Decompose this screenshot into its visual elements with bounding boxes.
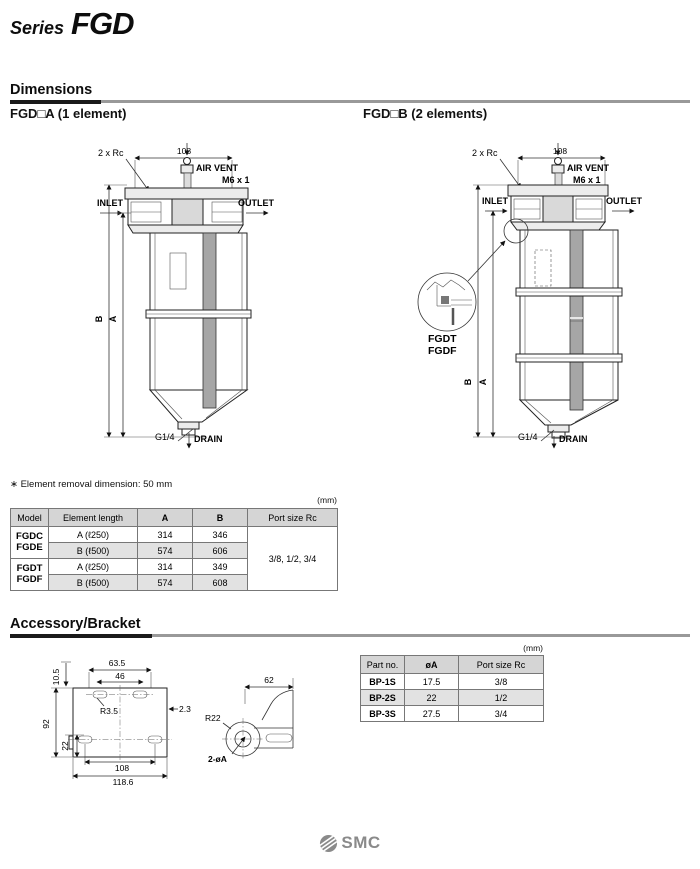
drain-thread-label: G1/4: [155, 432, 175, 442]
cell-element-length: A (ℓ250): [49, 527, 138, 543]
bracket-front-view: [41, 658, 191, 787]
dim-63-5-label: 63.5: [108, 658, 126, 668]
outlet-label: OUTLET: [606, 196, 642, 206]
cell-model-group-1: [11, 527, 49, 559]
dim-92-label: 92: [41, 719, 51, 729]
dim-r3-5-label: R3.5: [100, 706, 118, 716]
col-header-model: Model: [11, 509, 49, 527]
dim-22-label: 22: [60, 741, 70, 751]
cell-dia: 27.5: [405, 706, 459, 722]
section-rule-black: [10, 634, 152, 638]
cell-b: 346: [193, 527, 248, 543]
model-name: FGDC: [16, 531, 43, 543]
col-header-element-length: Element length: [49, 509, 138, 527]
dim-width-label: 108: [176, 146, 192, 156]
page-title: [10, 6, 133, 42]
drain-label: DRAIN: [194, 434, 223, 444]
figure-a-drawing: [10, 138, 340, 473]
air-vent-label: AIR VENT: [567, 163, 610, 173]
cell-part-no: BP-3S: [361, 706, 405, 722]
filter-bowl: [146, 233, 251, 435]
drain-fitting: [548, 425, 569, 432]
accessory-section-title: Accessory/Bracket: [10, 616, 141, 632]
air-vent-label: AIR VENT: [196, 163, 239, 173]
dim-b: [463, 185, 508, 437]
dimensions-section-title: Dimensions: [10, 82, 93, 98]
cell-part-no: BP-2S: [361, 690, 405, 706]
dim-b-label: B: [463, 378, 473, 386]
figure-b-title: FGD□B (2 elements): [363, 106, 488, 121]
dim-a: [478, 211, 501, 437]
col-header-b: B: [193, 509, 248, 527]
cell-dia: 22: [405, 690, 459, 706]
figure-a-title: FGD□A (1 element): [10, 106, 127, 121]
detail-connector: [468, 241, 505, 281]
air-vent-thread-label: M6 x 1: [573, 175, 601, 185]
col-header-part-no: Part no.: [361, 656, 405, 674]
filter-head: [125, 188, 248, 233]
rc-label: 2 x Rc: [472, 148, 498, 158]
dim-10-5-label: 10.5: [51, 668, 61, 686]
figure-b-drawing: [355, 138, 700, 478]
table-row: [361, 674, 544, 690]
cell-dia: 17.5: [405, 674, 459, 690]
dimensions-table: [10, 508, 338, 591]
col-header-dia: øA: [405, 656, 459, 674]
detail-model-1-label: FGDT: [428, 333, 457, 345]
drain-fitting: [178, 422, 199, 429]
dim-r22-label: R22: [205, 713, 221, 723]
drain-label: DRAIN: [559, 434, 588, 444]
dim-a: [108, 213, 131, 437]
accessory-table-unit: (mm): [523, 643, 543, 653]
dim-118-6-label: 118.6: [112, 777, 134, 787]
dim-a-label: A: [478, 378, 488, 386]
table-header-row: [361, 656, 544, 674]
table-row: [361, 706, 544, 722]
cell-a: 314: [138, 527, 193, 543]
cell-b: 606: [193, 543, 248, 559]
dim-b: [94, 185, 127, 437]
cell-a: 314: [138, 559, 193, 575]
smc-logo: [0, 833, 700, 853]
accessory-table: [360, 655, 544, 722]
filter-element-upper: [570, 230, 583, 410]
model-name: FGDT: [16, 563, 43, 575]
cell-a: 574: [138, 575, 193, 591]
table-row: [361, 690, 544, 706]
cell-element-length: A (ℓ250): [49, 559, 138, 575]
dim-width-label: 108: [552, 146, 568, 156]
bracket-drawing: [20, 648, 340, 806]
inlet-label: INLET: [97, 198, 123, 208]
cell-part-no: BP-1S: [361, 674, 405, 690]
smc-logo-text: SMC: [341, 833, 381, 852]
cell-element-length: B (ℓ500): [49, 543, 138, 559]
table-row: [11, 527, 338, 543]
cell-port-size: 3/8, 1/2, 3/4: [248, 527, 338, 591]
model-name: FGDE: [16, 541, 43, 553]
drain-thread-label: G1/4: [518, 432, 538, 442]
air-vent-thread-label: M6 x 1: [222, 175, 250, 185]
holes-label: 2-øA: [208, 754, 227, 764]
section-rule-gray: [101, 100, 690, 103]
series-label: Series: [10, 18, 65, 38]
cell-element-length: B (ℓ500): [49, 575, 138, 591]
table-header-row: [11, 509, 338, 527]
col-header-port-size: Port size Rc: [248, 509, 338, 527]
cell-a: 574: [138, 543, 193, 559]
cell-b: 608: [193, 575, 248, 591]
filter-head: [508, 185, 608, 232]
dim-a-label: A: [108, 315, 118, 323]
dimensions-table-unit: (mm): [317, 495, 337, 505]
rc-label: 2 x Rc: [98, 148, 124, 158]
rc-leader: [126, 159, 149, 191]
bracket-side-view: [205, 675, 293, 764]
model-name: FGDF: [16, 573, 43, 585]
dim-62-label: 62: [264, 675, 274, 685]
outlet-label: OUTLET: [238, 198, 274, 208]
detail-seal: [441, 296, 449, 304]
detail-view: [418, 273, 476, 331]
col-header-port-size: Port size Rc: [459, 656, 544, 674]
cell-port: 3/8: [459, 674, 544, 690]
cell-port: 3/4: [459, 706, 544, 722]
filter-bowl: [516, 230, 622, 438]
cell-model-group-2: [11, 559, 49, 591]
series-name: FGD: [71, 6, 134, 41]
detail-model-2-label: FGDF: [428, 345, 457, 357]
dim-b-label: B: [94, 315, 104, 323]
smc-logo-icon: [319, 834, 338, 853]
section-rule-black: [10, 100, 101, 104]
filter-element: [203, 233, 216, 408]
dim-2-3-label: 2.3: [179, 704, 191, 714]
col-header-a: A: [138, 509, 193, 527]
element-removal-note: ∗ Element removal dimension: 50 mm: [10, 479, 173, 490]
cell-b: 349: [193, 559, 248, 575]
cell-port: 1/2: [459, 690, 544, 706]
inlet-label: INLET: [482, 196, 508, 206]
section-rule-gray: [152, 634, 690, 637]
dim-108-label: 108: [114, 763, 130, 773]
dim-46-label: 46: [115, 671, 125, 681]
